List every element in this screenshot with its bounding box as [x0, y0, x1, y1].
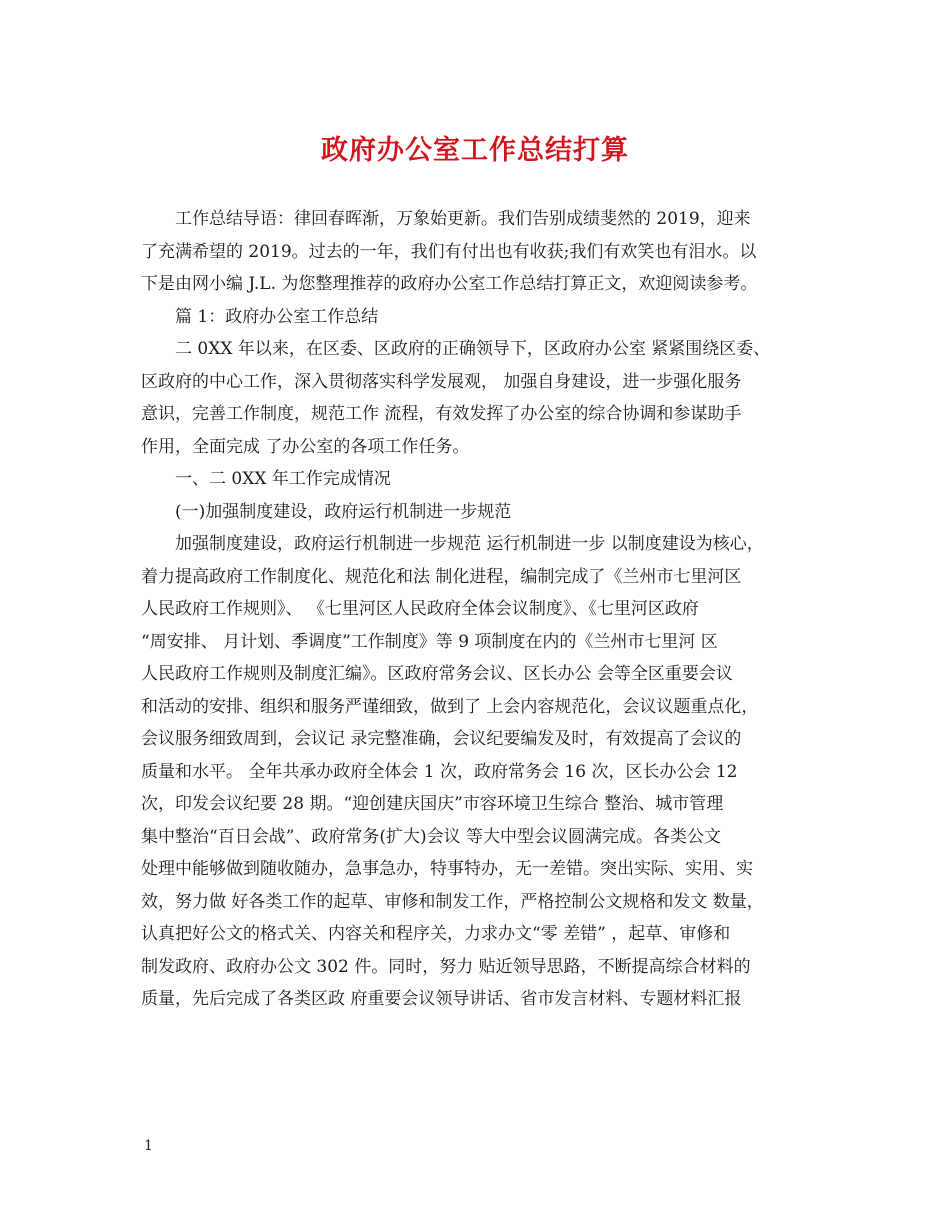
text-line: 效，努力做 好各类工作的起草、审修和制发工作，严格控制公文规格和发文 数量，	[141, 891, 764, 912]
text-line: (一)加强制度建设，政府运行机制进一步规范	[175, 501, 512, 522]
text-line: 作用，全面完成 了办公室的各项工作任务。	[141, 436, 470, 457]
document-title: 政府办公室工作总结打算	[321, 135, 629, 166]
document-body	[141, 203, 822, 1016]
text-line: 了充满希望的 2019。过去的一年，我们有付出也有收获;我们有欢笑也有泪水。以	[141, 241, 757, 262]
text-line: 着力提高政府工作制度化、规范化和法 制化进程，编制完成了《兰州市七里河区	[141, 566, 742, 587]
text-line: 质量，先后完成了各类区政 府重要会议领导讲话、省市发言材料、专题材料汇报	[141, 989, 742, 1009]
text-line: 质量和水平。 全年共承办政府全体会 1 次，政府常务会 16 次，区长办公会 12	[141, 761, 738, 782]
text-line: 会议服务细致周到，会议记 录完整准确，会议纪要编发及时，有效提高了会议的	[141, 729, 742, 749]
text-line: 二 0XX 年以来，在区委、区政府的正确领导下，区政府办公室 紧紧围绕区委、	[175, 339, 771, 359]
text-line: 加强制度建设，政府运行机制进一步规范 运行机制进一步 以制度建设为核心，	[175, 534, 764, 554]
text-line: 处理中能够做到随收随办，急事急办，特事特办，无一差错。突出实际、实用、实	[141, 859, 753, 879]
text-line: 人民政府工作规则及制度汇编》。区政府常务会议、区长办公 会等全区重要会议	[141, 664, 733, 684]
text-line: 意识，完善工作制度，规范工作 流程，有效发挥了办公室的综合协调和参谋助手	[141, 404, 742, 424]
text-line: 一、二 0XX 年工作完成情况	[175, 469, 391, 489]
text-line: 下是由网小编 J.L. 为您整理推荐的政府办公室工作总结打算正文，欢迎阅读参考。	[141, 274, 758, 294]
text-line: 制发政府、政府办公文 302 件。同时，努力 贴近领导思路，不断提高综合材料的	[141, 956, 751, 977]
text-line: 集中整治“百日会战”、政府常务(扩大)会议 等大中型会议圆满完成。各类公文	[141, 826, 722, 847]
text-line: “周安排、 月计划、季调度”工作制度》等 9 项制度在内的《兰州市七里河 区	[141, 631, 718, 652]
text-line: 和活动的安排、组织和服务严谨细致，做到了 上会内容规范化，会议议题重点化，	[141, 696, 759, 717]
text-line: 认真把好公文的格式关、内容关和程序关，力求办文“零 差错” ，起草、审修和	[141, 924, 731, 944]
text-line: 工作总结导语：律回春晖渐，万象始更新。我们告别成绩斐然的 2019，迎来	[175, 209, 751, 229]
text-line: 区政府的中心工作，深入贯彻落实科学发展观， 加强自身建设，进一步强化服务	[141, 371, 742, 392]
text-line: 人民政府工作规则》、 《七里河区人民政府全体会议制度》、《七里河区政府	[141, 599, 699, 619]
text-line: 次，印发会议纪要 28 期。“迎创建庆国庆”市容环境卫生综合 整治、城市管理	[141, 794, 724, 814]
page-number: 1	[144, 1138, 153, 1154]
text-line: 篇 1：政府办公室工作总结	[175, 306, 379, 327]
